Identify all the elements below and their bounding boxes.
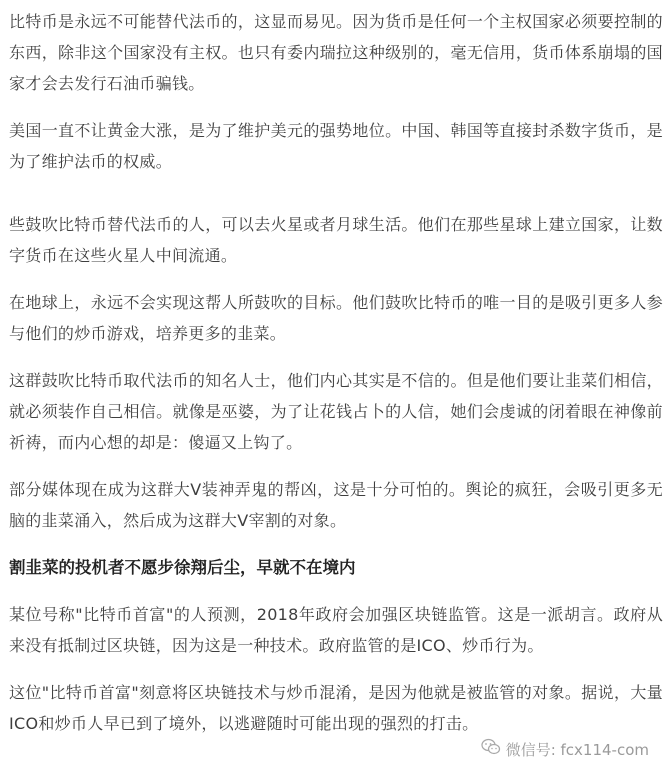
watermark: [477, 737, 653, 761]
paragraph-6: 部分媒体现在成为这群大V装神弄鬼的帮凶，这是十分可怕的。舆论的疯狂，会吸引更多无脑的韭菜涌入，然后成为这群大V宰割的对象。: [9, 480, 663, 530]
paragraph-5: 这群鼓吹比特币取代法币的知名人士，他们内心其实是不信的。但是他们要让韭菜们相信，就必须装作自己相信。就像是巫婆，为了让花钱占卜的人信，她们会虔诚的闭着眼在神像前祈祷，而内心想的却是：傻逼又上钩了。: [9, 371, 663, 452]
watermark-text: 微信号: fcx114-com: [505, 740, 649, 759]
paragraph-7: 某位号称"比特币首富"的人预测，2018年政府会加强区块链监管。这是一派胡言。政府从来没有抵制过区块链，因为这是一种技术。政府监管的是ICO、炒币行为。: [9, 605, 663, 655]
paragraph-8: 这位"比特币首富"刻意将区块链技术与炒币混淆，是因为他就是被监管的对象。据说，大量ICO和炒币人早已到了境外，以逃避随时可能出现的强烈的打击。: [9, 683, 663, 733]
paragraph-2: 美国一直不让黄金大涨，是为了维护美元的强势地位。中国、韩国等直接封杀数字货币，是为了维护法币的权威。: [9, 121, 663, 171]
paragraph-3: 些鼓吹比特币替代法币的人，可以去火星或者月球生活。他们在那些星球上建立国家，让数字货币在这些火星人中间流通。: [9, 215, 663, 265]
wechat-icon: [481, 738, 501, 760]
section-heading: 割韭菜的投机者不愿步徐翔后尘，早就不在境内: [9, 558, 356, 577]
paragraph-1: 比特币是永远不可能替代法币的，这显而易见。因为货币是任何一个主权国家必须要控制的东西，除非这个国家没有主权。也只有委内瑞拉这种级别的，毫无信用，货币体系崩塌的国家才会去发行石油币骗钱。: [9, 12, 663, 93]
paragraph-4: 在地球上，永远不会实现这帮人所鼓吹的目标。他们鼓吹比特币的唯一目的是吸引更多人参与他们的炒币游戏，培养更多的韭菜。: [9, 293, 663, 343]
